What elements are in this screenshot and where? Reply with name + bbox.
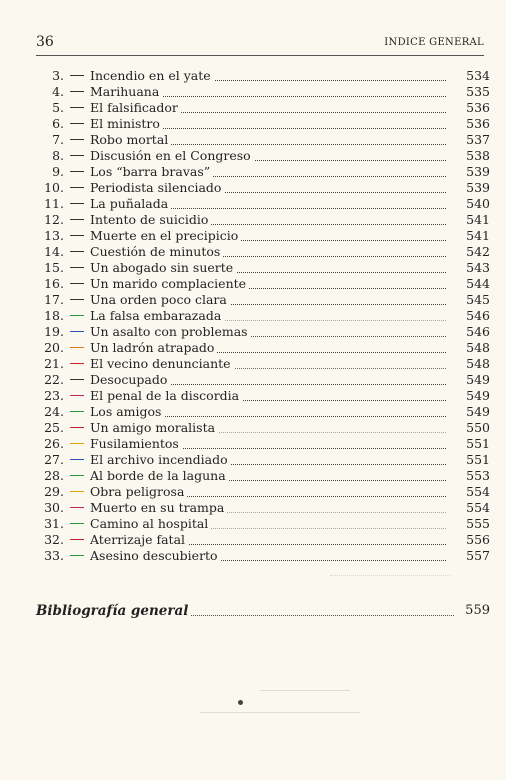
entry-number: 21.: [44, 356, 64, 371]
entry-dash: [70, 443, 84, 444]
entry-number: 3.: [52, 68, 64, 83]
entry-page: 539: [466, 164, 490, 179]
entry-title: Discusión en el Congreso: [90, 148, 254, 163]
entry-number: 10.: [44, 180, 64, 195]
entry-page: 536: [466, 116, 490, 131]
entry-number: 6.: [52, 116, 64, 131]
entry-dash: [70, 475, 84, 476]
entry-number: 26.: [44, 436, 64, 451]
toc-entry: [40, 100, 490, 116]
entry-dash: [70, 283, 84, 284]
entry-number: 11.: [44, 196, 64, 211]
entry-dash: [70, 139, 84, 140]
entry-page: 544: [466, 276, 490, 291]
toc-entry: [40, 452, 490, 468]
entry-dash: [70, 299, 84, 300]
entry-number: 7.: [52, 132, 64, 147]
entry-dash: [70, 315, 84, 316]
entry-number: 16.: [44, 276, 64, 291]
toc-entry: [40, 276, 490, 292]
entry-dash: [70, 235, 84, 236]
entry-title: El archivo incendiado: [90, 452, 231, 467]
entry-number: 30.: [44, 500, 64, 515]
entry-title: La falsa embarazada: [90, 308, 224, 323]
entry-dash: [70, 91, 84, 92]
entry-title: El vecino denunciante: [90, 356, 234, 371]
entry-title: Marihuana: [90, 84, 162, 99]
entry-number: 28.: [44, 468, 64, 483]
entry-dash: [70, 491, 84, 492]
entry-title: Al borde de la laguna: [90, 468, 229, 483]
toc-entry: [40, 228, 490, 244]
entry-dash: [70, 363, 84, 364]
entry-page: 546: [466, 324, 490, 339]
toc-entry: [40, 404, 490, 420]
entry-page: 548: [466, 340, 490, 355]
entry-dash: [70, 347, 84, 348]
entry-title: Robo mortal: [90, 132, 171, 147]
entry-number: 14.: [44, 244, 64, 259]
entry-title: Un amigo moralista: [90, 420, 218, 435]
page-number: 36: [36, 34, 54, 50]
entry-title: Periodista silenciado: [90, 180, 224, 195]
entry-title: Fusilamientos: [90, 436, 182, 451]
entry-page: 541: [466, 212, 490, 227]
entry-page: 536: [466, 100, 490, 115]
entry-title: El ministro: [90, 116, 163, 131]
entry-title: El falsificador: [90, 100, 181, 115]
entry-dash: [70, 187, 84, 188]
toc-entry: [40, 84, 490, 100]
entry-title: Muerte en el precipicio: [90, 228, 241, 243]
entry-dash: [70, 171, 84, 172]
entry-number: 15.: [44, 260, 64, 275]
toc-entry: [40, 500, 490, 516]
entry-title: Los “barra bravas”: [90, 164, 213, 179]
entry-dash: [70, 523, 84, 524]
entry-page: 556: [466, 532, 490, 547]
entry-number: 4.: [52, 84, 64, 99]
entry-title: Aterrizaje fatal: [90, 532, 188, 547]
entry-page: 549: [466, 372, 490, 387]
entry-page: 545: [466, 292, 490, 307]
entry-dash: [70, 331, 84, 332]
entry-page: 548: [466, 356, 490, 371]
toc-entry: [40, 516, 490, 532]
bibliography-page: 559: [465, 603, 490, 618]
entry-dash: [70, 75, 84, 76]
entry-dash: [70, 107, 84, 108]
entry-page: 534: [466, 68, 490, 83]
entry-page: 539: [466, 180, 490, 195]
entry-number: 32.: [44, 532, 64, 547]
entry-page: 546: [466, 308, 490, 323]
toc-entry: [40, 340, 490, 356]
entry-page: 550: [466, 420, 490, 435]
toc-entry: [40, 148, 490, 164]
show-through-mark: [200, 712, 360, 714]
entry-number: 20.: [44, 340, 64, 355]
entry-page: 551: [466, 436, 490, 451]
toc-entry: [40, 292, 490, 308]
entry-title: Intento de suicidio: [90, 212, 211, 227]
toc-entry: [40, 244, 490, 260]
entry-title: El penal de la discordia: [90, 388, 242, 403]
table-of-contents: [40, 68, 490, 564]
entry-number: 25.: [44, 420, 64, 435]
entry-page: 557: [466, 548, 490, 563]
entry-title: La puñalada: [90, 196, 171, 211]
entry-page: 540: [466, 196, 490, 211]
entry-dash: [70, 155, 84, 156]
entry-title: Incendio en el yate: [90, 68, 214, 83]
entry-page: 554: [466, 500, 490, 515]
entry-number: 12.: [44, 212, 64, 227]
ink-dot: [238, 700, 243, 705]
page-header: [36, 34, 484, 50]
entry-page: 549: [466, 388, 490, 403]
entry-page: 542: [466, 244, 490, 259]
entry-dash: [70, 539, 84, 540]
bibliography-entry: [36, 602, 490, 620]
entry-page: 537: [466, 132, 490, 147]
entry-number: 24.: [44, 404, 64, 419]
entry-page: 554: [466, 484, 490, 499]
toc-entry: [40, 164, 490, 180]
entry-title: Un abogado sin suerte: [90, 260, 236, 275]
header-rule: [36, 55, 484, 56]
entry-title: Un marido complaciente: [90, 276, 249, 291]
toc-entry: [40, 196, 490, 212]
toc-entry: [40, 260, 490, 276]
entry-dash: [70, 411, 84, 412]
show-through-mark: [260, 690, 350, 692]
entry-number: 27.: [44, 452, 64, 467]
entry-title: Desocupado: [90, 372, 170, 387]
entry-dash: [70, 555, 84, 556]
entry-number: 22.: [44, 372, 64, 387]
entry-number: 17.: [44, 292, 64, 307]
entry-dash: [70, 395, 84, 396]
toc-entry: [40, 436, 490, 452]
entry-dash: [70, 203, 84, 204]
entry-dash: [70, 267, 84, 268]
running-title: INDICE GENERAL: [384, 37, 484, 48]
entry-number: 13.: [44, 228, 64, 243]
entry-number: 33.: [44, 548, 64, 563]
toc-entry: [40, 116, 490, 132]
entry-number: 29.: [44, 484, 64, 499]
entry-title: Cuestión de minutos: [90, 244, 223, 259]
entry-dash: [70, 251, 84, 252]
toc-entry: [40, 324, 490, 340]
toc-entry: [40, 180, 490, 196]
show-through-mark: [330, 575, 450, 577]
entry-title: Asesino descubierto: [90, 548, 221, 563]
entry-page: 541: [466, 228, 490, 243]
entry-number: 8.: [52, 148, 64, 163]
entry-title: Los amigos: [90, 404, 164, 419]
entry-page: 555: [466, 516, 490, 531]
entry-title: Muerto en su trampa: [90, 500, 227, 515]
entry-title: Camino al hospital: [90, 516, 211, 531]
entry-page: 538: [466, 148, 490, 163]
entry-page: 535: [466, 84, 490, 99]
entry-title: Obra peligrosa: [90, 484, 187, 499]
entry-title: Un ladrón atrapado: [90, 340, 217, 355]
toc-entry: [40, 132, 490, 148]
entry-dash: [70, 219, 84, 220]
entry-dash: [70, 459, 84, 460]
entry-number: 9.: [52, 164, 64, 179]
entry-title: Un asalto con problemas: [90, 324, 251, 339]
entry-page: 549: [466, 404, 490, 419]
toc-entry: [40, 484, 490, 500]
entry-dash: [70, 379, 84, 380]
entry-dash: [70, 427, 84, 428]
toc-entry: [40, 532, 490, 548]
entry-dash: [70, 507, 84, 508]
toc-entry: [40, 388, 490, 404]
entry-number: 31.: [44, 516, 64, 531]
toc-entry: [40, 548, 490, 564]
entry-title: Una orden poco clara: [90, 292, 230, 307]
toc-entry: [40, 68, 490, 84]
entry-page: 553: [466, 468, 490, 483]
toc-entry: [40, 468, 490, 484]
entry-number: 23.: [44, 388, 64, 403]
toc-entry: [40, 372, 490, 388]
entry-number: 5.: [52, 100, 64, 115]
entry-dash: [70, 123, 84, 124]
entry-page: 551: [466, 452, 490, 467]
bibliography-label: Bibliografía general: [36, 603, 191, 619]
toc-entry: [40, 356, 490, 372]
entry-page: 543: [466, 260, 490, 275]
toc-entry: [40, 420, 490, 436]
toc-entry: [40, 212, 490, 228]
toc-entry: [40, 308, 490, 324]
entry-number: 19.: [44, 324, 64, 339]
entry-number: 18.: [44, 308, 64, 323]
